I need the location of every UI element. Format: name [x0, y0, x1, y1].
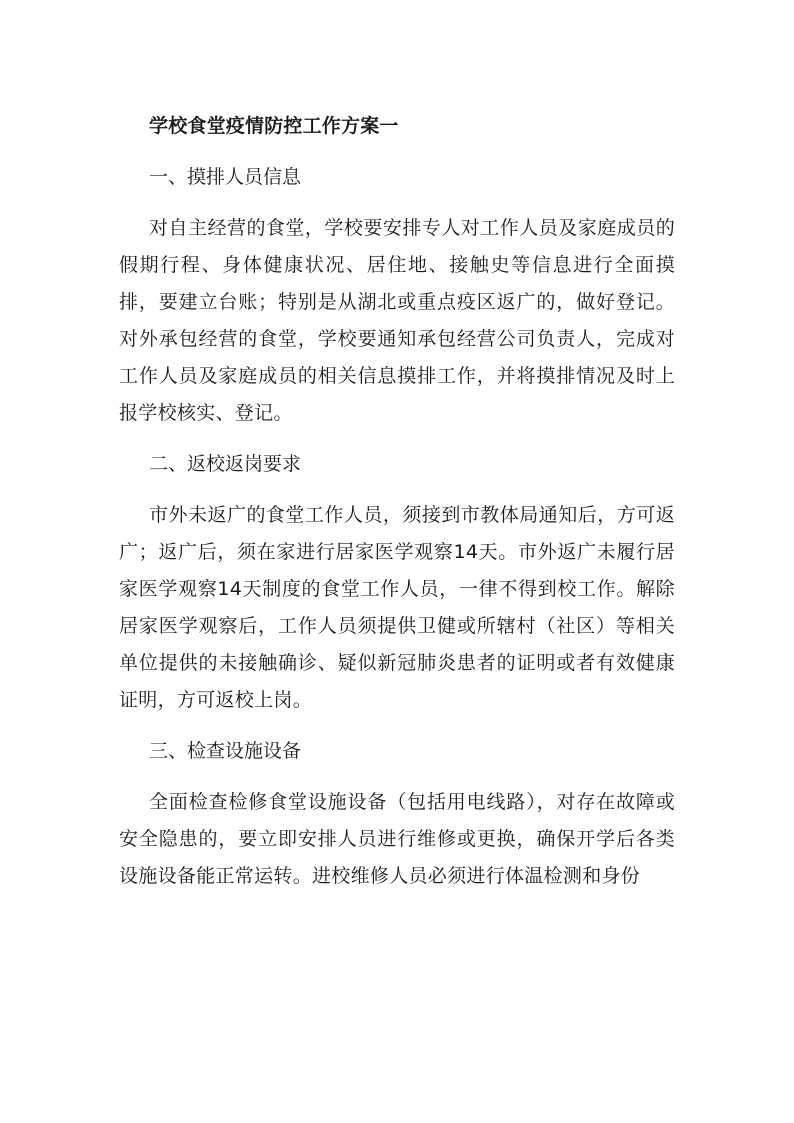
- section-heading-1: 一、摸排人员信息: [149, 166, 302, 188]
- section-paragraph-1: 对自主经营的食堂，学校要安排专人对工作人员及家庭成员的假期行程、身体健康状况、居住地、接触史等信息进行全面摸排，要建立台账；特别是从湖北或重点疫区返广的，做好登记。对外承包经营的食堂，学校要通知承包经营公司负责人，完成对工作人员及家庭成员的相关信息摸排工作，并将摸排情况及时上报学校核实、登记。: [119, 217, 675, 424]
- document-body: [119, 108, 675, 895]
- section-heading-3: 三、检查设施设备: [149, 740, 302, 762]
- section-heading-2: 二、返校返岗要求: [149, 453, 302, 475]
- section-paragraph-2: 市外未返广的食堂工作人员，须接到市教体局通知后，方可返广；返广后，须在家进行居家医学观察14天。市外返广未履行居家医学观察14天制度的食堂工作人员，一律不得到校工作。解除居家医学观察后，工作人员须提供卫健或所辖村（社区）等相关单位提供的未接触确诊、疑似新冠肺炎患者的证明或者有效健康证明，方可返校上岗。: [119, 504, 675, 711]
- section-paragraph-3: 全面检查检修食堂设施设备（包括用电线路），对存在故障或安全隐患的，要立即安排人员进行维修或更换，确保开学后各类设施设备能正常运转。进校维修人员必须进行体温检测和身份: [119, 791, 675, 887]
- document-title: 学校食堂疫情防控工作方案一: [149, 115, 399, 137]
